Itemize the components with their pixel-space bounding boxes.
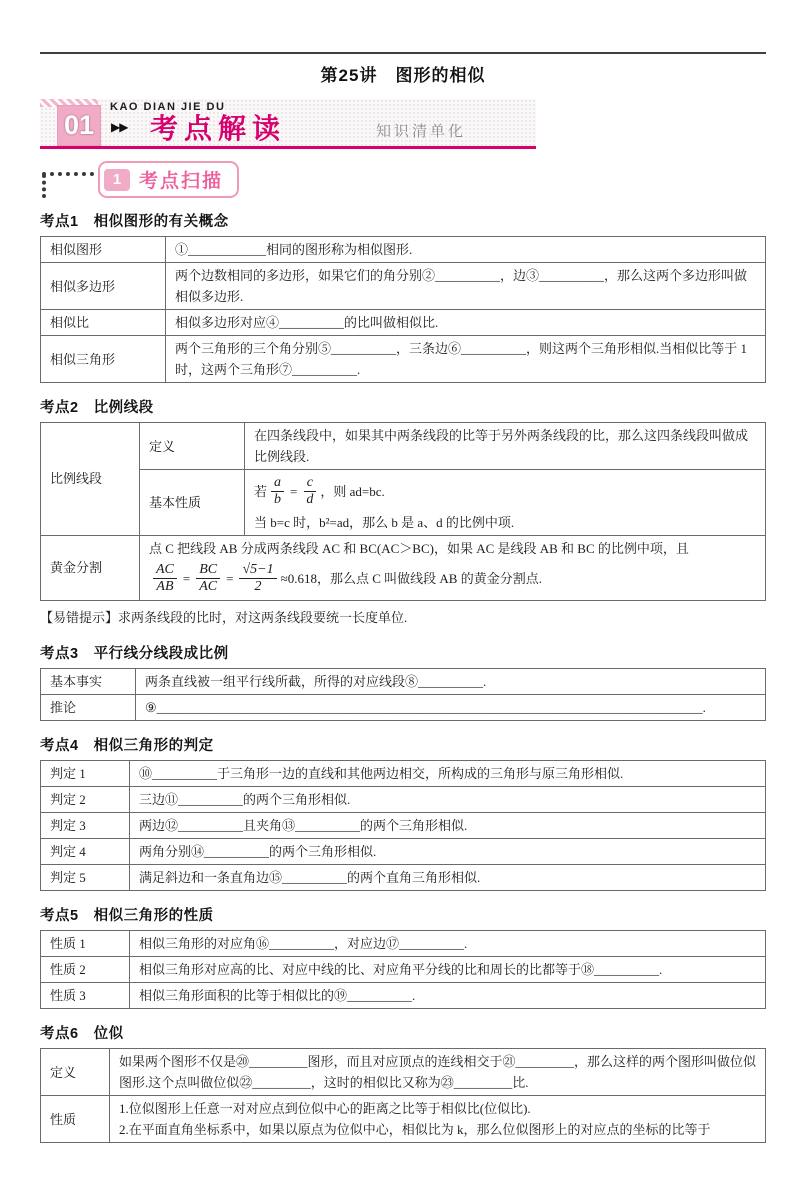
kaodian2-heading: 考点2 比例线段 [40,400,154,417]
row-content: 两条直线被一组平行线所截，所得的对应线段⑧__________. [136,668,766,694]
row-content: ①____________相同的图形称为相似图形. [166,237,766,263]
row-label: 相似比 [41,310,166,336]
row-content: 在四条线段中，如果其中两条线段的比等于另外两条线段的比，那么这四条线段叫做成比例线段. [245,423,766,470]
row-label: 性质 3 [41,983,130,1009]
fraction: $\frac{AC}{AB}$ [153,562,177,595]
row-content: ⑨____________________________________________________________________________________. [136,694,766,720]
row-content: 相似多边形对应④__________的比叫做相似比. [166,310,766,336]
table-row [41,263,766,310]
scan-badge-row [40,161,766,197]
row-label: 相似图形 [41,237,166,263]
row-label: 判定 1 [41,760,130,786]
row-label: 判定 5 [41,864,130,890]
kaodian4-table [40,760,766,891]
row-label: 相似三角形 [41,336,166,383]
kaodian5-heading: 考点5 相似三角形的性质 [40,907,214,924]
table-row [41,812,766,838]
kaodian1-heading: 考点1 相似图形的有关概念 [40,214,229,230]
table-row [41,983,766,1009]
table-row [41,1096,766,1143]
fraction: $\frac{√5-1}{2}$ [239,562,276,595]
row-label: 基本性质 [140,470,245,535]
banner-subtitle: 知识清单化 [376,124,467,140]
fraction: $\frac{c}{d}$ [303,475,316,508]
page-title: 第25讲 图形的相似 [320,66,486,85]
kaodian3-table [40,668,766,721]
math-line [254,474,756,509]
dotted-corner-decoration [42,161,96,197]
property-line2: 2.在平面直角坐标系中，如果以原点为位似中心，相似比为 k，那么位似图形上的对应点的坐标的比等于 [119,1122,711,1138]
kaodian6-table [40,1048,766,1143]
row-content: 相似三角形的对应角⑯__________，对应边⑰__________. [130,930,766,956]
kaodian1-table [40,236,766,383]
kaodian6-heading: 考点6 位似 [40,1026,124,1043]
banner-title: 考点解读 [150,113,287,144]
row-label: 基本事实 [41,668,136,694]
kaodian3-heading: 考点3 平行线分线段成比例 [40,645,229,662]
row-content: 两个边数相同的多边形，如果它们的角分别②__________，边③__________，那么这两个多边形叫做相似多边形. [166,263,766,310]
property-line2: 当 b=c 时，b²=ad，那么 b 是 a、d 的比例中项. [254,514,515,530]
property-line1: 1.位似图形上任意一对对应点到位似中心的距离之比等于相似比(位似比). [119,1101,531,1117]
double-arrow-icon: ▶▶ [111,120,128,134]
math-prefix: 若 [254,484,268,500]
table-row [41,838,766,864]
kaodian4-heading: 考点4 相似三角形的判定 [40,737,214,754]
row-content: 相似三角形面积的比等于相似比的⑲__________. [130,983,766,1009]
row-content [140,535,766,600]
row-label: 推论 [41,694,136,720]
table-row [41,668,766,694]
equals-sign: = [290,484,298,500]
document-page [0,52,800,1143]
row-content: 相似三角形对应高的比、对应中线的比、对应角平分线的比和周长的比都等于⑱__________. [130,957,766,983]
table-row [41,786,766,812]
row-label: 黄金分割 [41,535,140,600]
kaodian2-table [40,422,766,601]
row-content: 满足斜边和一条直角边⑮__________的两个直角三角形相似. [130,864,766,890]
table-row [41,535,766,600]
math-line [149,561,756,596]
error-tip: 【易错提示】求两条线段的比时，对这两条线段要统一长度单位. [40,609,408,625]
equals-sign: = [182,570,191,586]
row-label: 定义 [140,423,245,470]
row-label: 判定 3 [41,812,130,838]
banner-number: 01 [57,105,101,146]
badge-number: 1 [104,169,130,191]
row-label: 性质 [41,1096,110,1143]
row-content: ⑩__________于三角形一边的直线和其他两边相交，所构成的三角形与原三角形相似. [130,760,766,786]
table-row [41,760,766,786]
table-row [41,694,766,720]
golden-line1: 点 C 把线段 AB 分成两条线段 AC 和 BC(AC＞BC)，如果 AC 是线段 AB 和 BC 的比例中项，且 [149,540,689,556]
table-row [41,423,766,470]
fraction: $\frac{a}{b}$ [271,475,284,508]
row-label: 判定 2 [41,786,130,812]
row-content: 三边⑪__________的两个三角形相似. [130,786,766,812]
row-content: 如果两个图形不仅是⑳_________图形，而且对应顶点的连线相交于㉑_________，那么这样的两个图形叫做位似图形.这个点叫做位似㉒_________，这时的相似比又称为㉓_________比. [110,1049,766,1096]
row-content: 两角分别⑭__________的两个三角形相似. [130,838,766,864]
kaodian5-table [40,930,766,1009]
table-row [41,237,766,263]
row-label: 性质 2 [41,957,130,983]
table-row [41,470,766,535]
section-badge [98,161,239,198]
math-suffix: ，则 ad=bc. [320,484,385,500]
row-label: 性质 1 [41,930,130,956]
equals-sign: = [226,570,234,586]
row-group-label: 比例线段 [41,423,140,535]
row-label: 定义 [41,1049,110,1096]
table-row [41,864,766,890]
row-label: 判定 4 [41,838,130,864]
section-banner [40,99,536,149]
fraction: $\frac{BC}{AC}$ [196,562,220,595]
table-row [41,336,766,383]
table-row [41,1049,766,1096]
row-content [110,1096,766,1143]
row-content [245,470,766,535]
math-suffix: ≈0.618，那么点 C 叫做线段 AB 的黄金分割点. [280,570,542,586]
table-row [41,957,766,983]
top-rule [40,52,766,54]
banner-pinyin: KAO DIAN JIE DU [110,101,226,113]
table-row [41,310,766,336]
badge-label: 考点扫描 [139,171,224,192]
table-row [41,930,766,956]
row-content: 两边⑫__________且夹角⑬__________的两个三角形相似. [130,812,766,838]
row-content: 两个三角形的三个角分别⑤__________，三条边⑥__________，则这两个三角形相似.当相似比等于 1 时，这两个三角形⑦__________. [166,336,766,383]
row-label: 相似多边形 [41,263,166,310]
